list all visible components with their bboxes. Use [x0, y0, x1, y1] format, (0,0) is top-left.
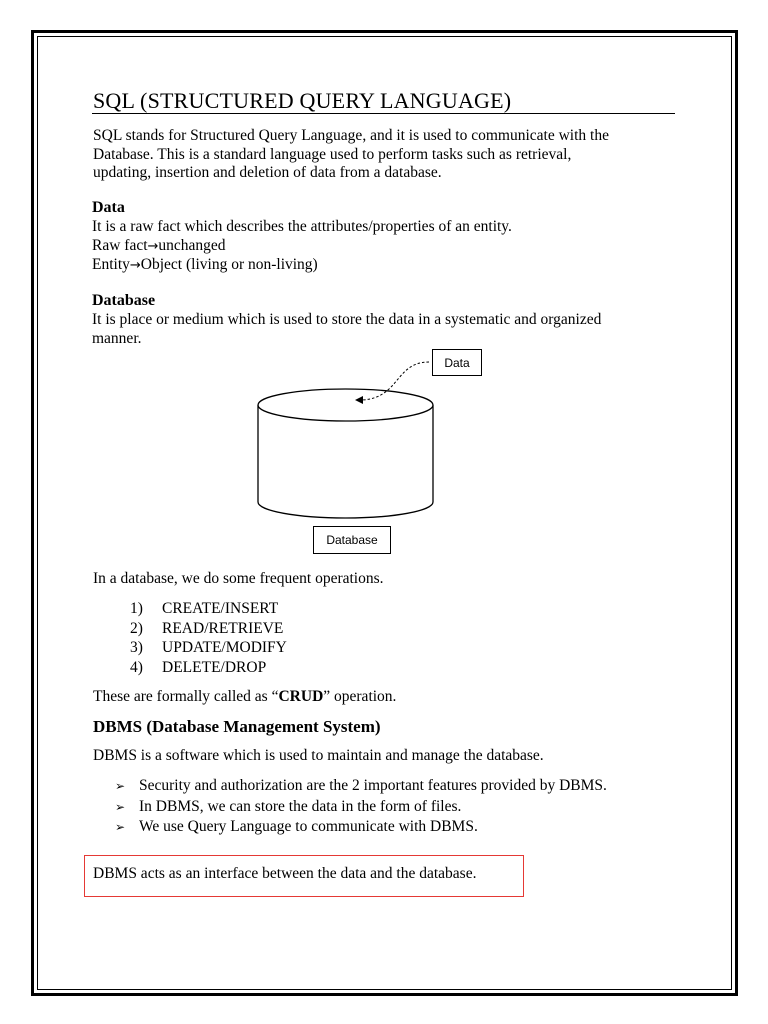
- operations-intro: In a database, we do some frequent operations.: [93, 570, 384, 587]
- raw-fact-value: unchanged: [158, 236, 226, 254]
- callout-text: DBMS acts as an interface between the data and the database.: [93, 865, 477, 882]
- database-label-box: [313, 526, 391, 554]
- dbms-definition: DBMS is a software which is used to maintain and manage the database.: [93, 747, 544, 764]
- intro-line: SQL stands for Structured Query Language, and it is used to communicate with the: [93, 127, 609, 144]
- database-definition-line: It is place or medium which is used to store the data in a systematic and organized: [92, 311, 602, 328]
- raw-fact-label: Raw fact: [92, 236, 148, 254]
- list-item: 1) CREATE/INSERT: [130, 600, 279, 617]
- bullet-arrow-icon: ➢: [115, 779, 126, 793]
- list-item: 4) DELETE/DROP: [130, 658, 267, 676]
- database-cylinder-icon: [258, 389, 433, 518]
- database-heading: Database: [92, 292, 156, 309]
- operations-list: [130, 599, 287, 677]
- list-item: 3) UPDATE/MODIFY: [130, 639, 287, 656]
- dbms-heading: DBMS (Database Management System): [93, 717, 381, 736]
- entity-value: Object (living or non-living): [140, 256, 318, 273]
- bullet-arrow-icon: ➢: [115, 820, 126, 834]
- list-item: 2) READ/RETRIEVE: [130, 619, 284, 637]
- database-definition-line: manner.: [92, 329, 142, 347]
- list-item: ➢ Security and authorization are the 2 important features provided by DBMS.: [115, 776, 607, 797]
- entity-label: Entity: [92, 256, 130, 273]
- data-label: Data: [444, 355, 470, 370]
- bullet-arrow-icon: ➢: [115, 799, 126, 814]
- crud-sentence: These are formally called as “CRUD” operation.: [93, 688, 397, 705]
- list-item: ➢ In DBMS, we can store the data in the form of files.: [115, 797, 607, 818]
- intro-line: Database. This is a standard language used to perform tasks such as retrieval,: [93, 145, 572, 163]
- page-title: SQL (STRUCTURED QUERY LANGUAGE): [93, 88, 512, 113]
- database-label: Database: [326, 533, 378, 547]
- intro-line: updating, insertion and deletion of data from a database.: [93, 164, 442, 181]
- data-label-box: [432, 349, 482, 376]
- list-item: ➢ We use Query Language to communicate with DBMS.: [115, 817, 607, 838]
- dbms-bullet-list: [115, 776, 607, 838]
- right-arrow-icon: →: [147, 238, 159, 254]
- data-heading: Data: [92, 199, 125, 216]
- right-arrow-icon: →: [129, 258, 141, 273]
- data-definition: It is a raw fact which describes the attributes/properties of an entity.: [92, 218, 512, 235]
- crud-term: CRUD: [278, 688, 324, 705]
